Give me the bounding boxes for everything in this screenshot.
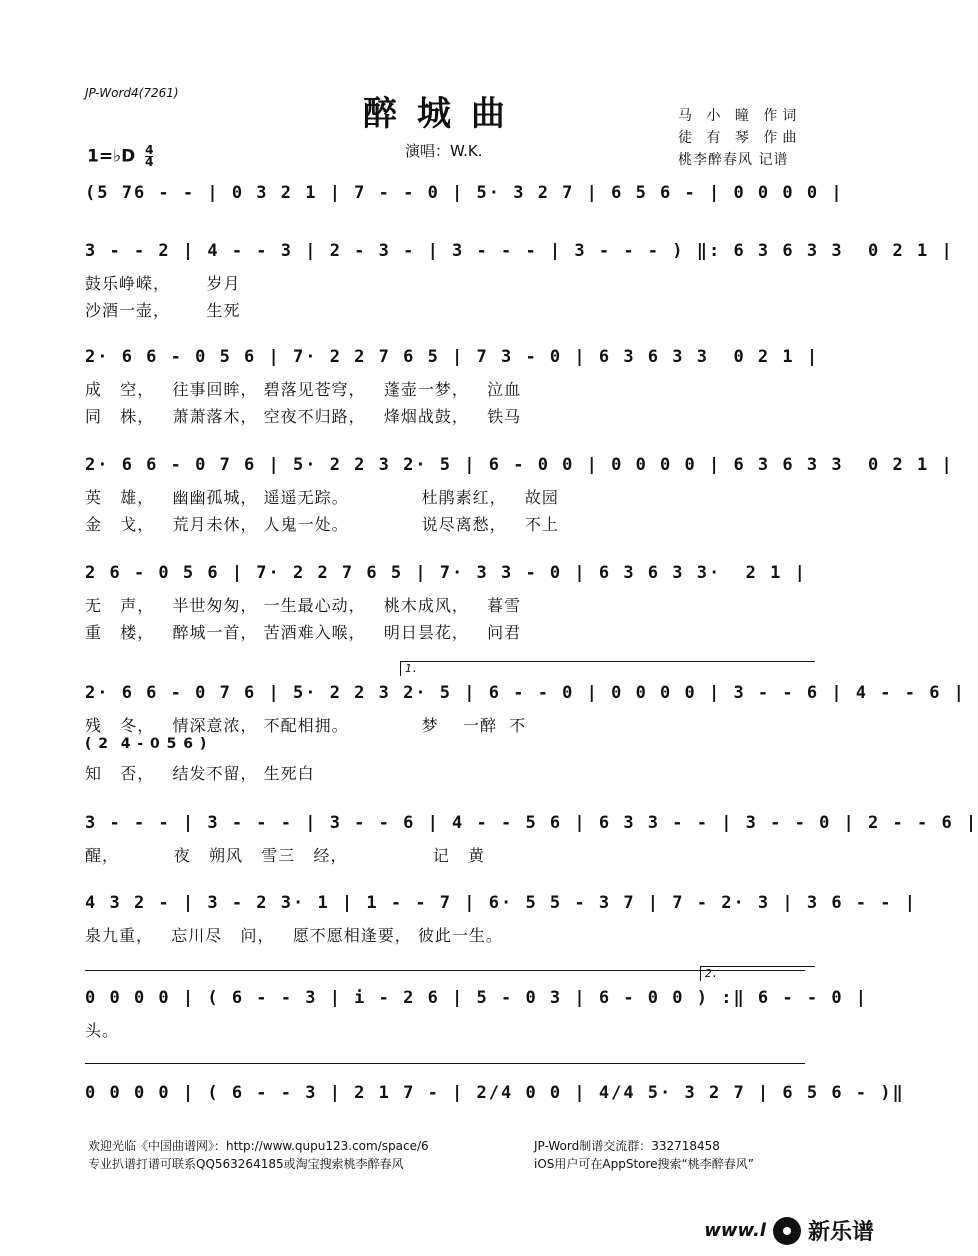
lyric-line: 知 否， 结发不留， 生死白: [85, 764, 315, 783]
note-sequence: 0 0 0 0 | ( 6 - - 3 | 2 1 7 - | 2/4 0 0 | 4/4 5· 3 2 7 | 6 5 6 - )‖: [85, 1083, 905, 1103]
score-line: [85, 813, 978, 843]
divider: [85, 970, 805, 971]
site-url: www.l: [704, 1220, 766, 1241]
song-title: 醉城曲: [363, 94, 525, 134]
score-line: [85, 241, 954, 271]
time-signature: $\frac{4}{4}$: [145, 143, 154, 169]
volta-bracket: 1.: [400, 661, 815, 676]
note-sequence: 2 6 - 0 5 6 | 7· 2 2 7 6 5 | 7· 3 3 - 0 | 6 3 6 3 3· 2 1 |: [85, 563, 807, 583]
note-sequence: (5 76 - - | 0 3 2 1 | 7 - - 0 | 5· 3 2 7 | 6 5 6 - | 0 0 0 0 |: [85, 183, 844, 203]
note-sequence: 3 - - 2 | 4 - - 3 | 2 - 3 - | 3 - - - | 3 - - - ) ‖: 6 3 6 3 3 0 2 1 |: [85, 241, 954, 261]
lyric-line: 英 雄， 幽幽孤城， 遥遥无踪。 杜鹃素红， 故园: [85, 488, 559, 507]
transcriber-credit: 桃李醉春风 记谱: [678, 152, 789, 168]
lyric-line: 泉九重， 忘川尽 问， 愿不愿相逢要， 彼此一生。: [85, 926, 503, 945]
lyric-line: 鼓乐峥嵘， 岁月: [85, 274, 241, 293]
brand-name: 新乐谱: [807, 1220, 874, 1245]
score-line: [85, 1083, 905, 1113]
lyric-line: 无 声， 半世匆匆， 一生最心动， 桃木成风， 暮雪: [85, 596, 522, 615]
site-logo: [704, 1215, 874, 1246]
lyric-line: 沙酒一壶， 生死: [85, 301, 241, 320]
lyricist-credit: 马 小 瞳 作词: [678, 108, 802, 124]
note-sequence: 2· 6 6 - 0 5 6 | 7· 2 2 7 6 5 | 7 3 - 0 | 6 3 6 3 3 0 2 1 |: [85, 347, 820, 367]
score-line: [85, 662, 966, 713]
footer-group: JP-Word制谱交流群：332718458: [534, 1139, 720, 1153]
lyric-line: 成 空， 往事回眸， 碧落见苍穹， 蓬壶一梦， 泣血: [85, 380, 522, 399]
score-line: [85, 347, 820, 377]
lyric-line: 重 楼， 醉城一首， 苦酒难入喉， 明日昙花， 问君: [85, 623, 522, 642]
note-sequence: 3 - - - | 3 - - - | 3 - - 6 | 4 - - 5 6 | 6 3 3 - - | 3 - - 0 | 2 - - 6 |: [85, 813, 978, 833]
score-line: [85, 183, 844, 213]
document-tag: JP-Word4(7261): [85, 86, 179, 100]
alternate-notes: ( 2 4 - 0 5 6 ): [85, 736, 208, 752]
lyric-line: 同 株， 萧萧落木， 空夜不归路， 烽烟战鼓， 铁马: [85, 407, 522, 426]
lyric-line: 残 冬， 情深意浓， 不配相拥。 梦 一醉 不: [85, 716, 527, 735]
key-signature: [87, 145, 153, 168]
score-line: [85, 455, 954, 485]
note-sequence: 4 3 2 - | 3 - 2 3· 1 | 1 - - 7 | 6· 5 5 - 3 7 | 7 - 2· 3 | 3 6 - - |: [85, 893, 917, 913]
score-line: [85, 563, 810, 593]
note-sequence: 2· 6 6 - 0 7 6 | 5· 2 2 3 2· 5 | 6 - 0 0 | 0 0 0 0 | 6 3 6 3 3 0 2 1 |: [85, 455, 954, 475]
score-line: [85, 967, 869, 1018]
divider: [85, 1063, 805, 1064]
footer-welcome: 欢迎光临《中国曲谱网》：http://www.qupu123.com/space/6: [88, 1139, 429, 1153]
singer-credit: 演唱：W.K.: [405, 142, 483, 160]
lyric-line: 头。: [85, 1021, 120, 1040]
lyric-line: 醒， 夜 朔风 雪三 经， 记 黄: [85, 846, 486, 865]
note-sequence: 2· 6 6 - 0 7 6 | 5· 2 2 3 2· 5 | 6 - - 0 | 0 0 0 0 | 3 - - 6 | 4 - - 6 |: [85, 683, 966, 703]
volta-bracket: 2.: [700, 966, 815, 981]
key-text: 1=♭D: [87, 146, 136, 167]
composer-credit: 徒 有 琴 作曲: [678, 130, 802, 146]
footer-ios: iOS用户可在AppStore搜索“桃李醉春风”: [534, 1157, 754, 1171]
score-line: [85, 893, 917, 923]
record-icon: [772, 1216, 802, 1246]
footer-contact: 专业扒谱打谱可联系QQ563264185或淘宝搜索桃李醉春风: [88, 1157, 404, 1171]
note-sequence: 0 0 0 0 | ( 6 - - 3 | i - 2 6 | 5 - 0 3 | 6 - 0 0 ) :‖ 6 - - 0 |: [85, 988, 869, 1008]
lyric-line: 金 戈， 荒月未休， 人鬼一处。 说尽离愁， 不上: [85, 515, 559, 534]
